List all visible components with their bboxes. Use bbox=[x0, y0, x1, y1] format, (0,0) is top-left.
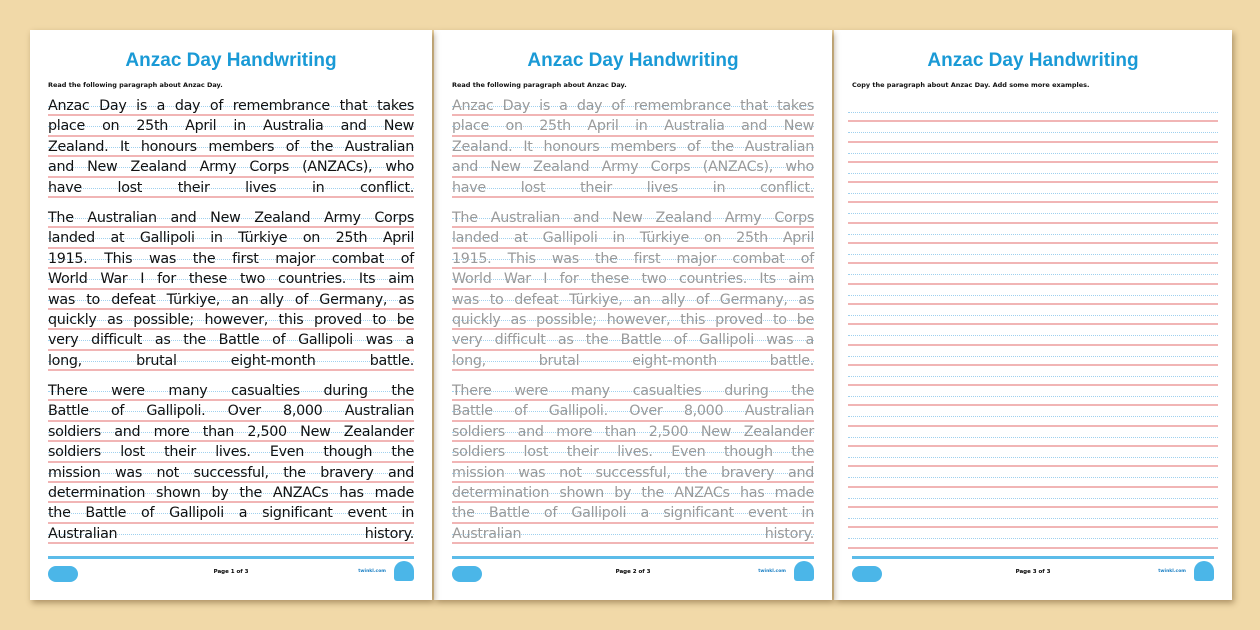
handwriting-line bbox=[48, 228, 414, 248]
line-text: landed at Gallipoli in Türkiye on 25th April bbox=[452, 230, 814, 247]
line-text: There were many casualties during the bbox=[452, 383, 814, 400]
handwriting-line bbox=[48, 178, 414, 198]
worksheet-page-1 bbox=[30, 30, 432, 600]
line-text: have lost their lives in conflict. bbox=[48, 179, 414, 196]
handwriting-line bbox=[48, 269, 414, 289]
blank-writing-line bbox=[848, 447, 1218, 467]
instruction: Read the following paragraph about Anzac Day. bbox=[452, 81, 627, 89]
line-text: soldiers and more than 2,500 New Zealander bbox=[452, 423, 814, 440]
line-text: was to defeat Türkiye, an ally of Germany, as bbox=[452, 291, 814, 308]
line-text: mission was not successful, the bravery and bbox=[48, 464, 414, 481]
paragraph bbox=[48, 96, 414, 198]
footer bbox=[48, 556, 414, 589]
line-text: have lost their lives in conflict. bbox=[452, 179, 814, 196]
handwriting-line bbox=[452, 442, 814, 462]
handwriting-line bbox=[452, 269, 814, 289]
instruction: Read the following paragraph about Anzac Day. bbox=[48, 81, 223, 89]
handwriting-line bbox=[48, 116, 414, 136]
handwriting-line bbox=[48, 401, 414, 421]
line-text: The Australian and New Zealand Army Corps bbox=[452, 209, 814, 226]
line-text: soldiers lost their lives. Even though the bbox=[48, 444, 414, 461]
line-text: mission was not successful, the bravery and bbox=[452, 464, 814, 481]
handwriting-line bbox=[48, 157, 414, 177]
line-text: quickly as possible; however, this proved to be bbox=[48, 311, 414, 328]
footer bbox=[852, 556, 1214, 589]
blank-writing-line bbox=[848, 102, 1218, 122]
blank-writing-line bbox=[848, 386, 1218, 406]
line-text: the Battle of Gallipoli a significant event in bbox=[452, 505, 814, 522]
line-text: soldiers and more than 2,500 New Zealander bbox=[48, 423, 414, 440]
handwriting-line bbox=[48, 330, 414, 350]
worksheet-page-3 bbox=[834, 30, 1232, 600]
page-number: Page 1 of 3 bbox=[213, 569, 249, 575]
handwriting-line bbox=[452, 524, 814, 544]
emblem-icon bbox=[794, 561, 814, 581]
line-text: long, brutal eight-month battle. bbox=[452, 352, 814, 369]
paragraph bbox=[452, 96, 814, 198]
blank-writing-line bbox=[848, 528, 1218, 548]
handwriting-line bbox=[48, 249, 414, 269]
handwriting-line bbox=[452, 178, 814, 198]
paragraph bbox=[48, 381, 414, 544]
writing-lines bbox=[848, 102, 1218, 549]
line-text: place on 25th April in Australia and New bbox=[48, 118, 414, 135]
blank-writing-line bbox=[848, 143, 1218, 163]
line-text: very difficult as the Battle of Gallipoli was a bbox=[48, 332, 414, 349]
handwriting-line bbox=[452, 503, 814, 523]
blank-writing-line bbox=[848, 183, 1218, 203]
blank-writing-line bbox=[848, 467, 1218, 487]
handwriting-line bbox=[48, 381, 414, 401]
blank-writing-line bbox=[848, 346, 1218, 366]
line-text: 1915. This was the first major combat of bbox=[452, 250, 814, 267]
paragraph bbox=[48, 208, 414, 371]
passage bbox=[48, 96, 414, 554]
page-title: Anzac Day Handwriting bbox=[527, 50, 739, 71]
handwriting-line bbox=[452, 208, 814, 228]
blank-writing-line bbox=[848, 305, 1218, 325]
line-text: Zealand. It honours members of the Australian bbox=[48, 138, 414, 155]
handwriting-line bbox=[452, 330, 814, 350]
line-text: soldiers lost their lives. Even though the bbox=[452, 444, 814, 461]
line-text: World War I for these two countries. Its aim bbox=[452, 271, 814, 288]
handwriting-line bbox=[48, 351, 414, 371]
page-number: Page 2 of 3 bbox=[615, 569, 651, 575]
line-text: long, brutal eight-month battle. bbox=[48, 352, 414, 369]
line-text: and New Zealand Army Corps (ANZACs), who bbox=[452, 159, 814, 176]
blank-writing-line bbox=[848, 406, 1218, 426]
footer-url: twinkl.com bbox=[758, 569, 786, 574]
blank-writing-line bbox=[848, 325, 1218, 345]
handwriting-line bbox=[452, 96, 814, 116]
line-text: Anzac Day is a day of remembrance that takes bbox=[48, 98, 414, 114]
blank-writing-line bbox=[848, 285, 1218, 305]
footer-url: twinkl.com bbox=[358, 569, 386, 574]
blank-writing-line bbox=[848, 244, 1218, 264]
line-text: The Australian and New Zealand Army Corps bbox=[48, 209, 414, 226]
handwriting-line bbox=[48, 310, 414, 330]
blank-writing-line bbox=[848, 264, 1218, 284]
handwriting-line bbox=[48, 483, 414, 503]
blank-writing-line bbox=[848, 508, 1218, 528]
page-number: Page 3 of 3 bbox=[1015, 569, 1051, 575]
blank-writing-line bbox=[848, 163, 1218, 183]
line-text: quickly as possible; however, this proved to be bbox=[452, 311, 814, 328]
handwriting-line bbox=[48, 463, 414, 483]
handwriting-line bbox=[452, 401, 814, 421]
line-text: the Battle of Gallipoli a significant event in bbox=[48, 505, 414, 522]
line-text: determination shown by the ANZACs has made bbox=[452, 485, 814, 502]
line-text: and New Zealand Army Corps (ANZACs), who bbox=[48, 159, 414, 176]
line-text: There were many casualties during the bbox=[48, 383, 414, 400]
line-text: Australian history. bbox=[48, 525, 414, 542]
blank-writing-line bbox=[848, 224, 1218, 244]
emblem-icon bbox=[394, 561, 414, 581]
handwriting-line bbox=[48, 442, 414, 462]
line-text: very difficult as the Battle of Gallipoli was a bbox=[452, 332, 814, 349]
blank-writing-line bbox=[848, 427, 1218, 447]
line-text: was to defeat Türkiye, an ally of Germany, as bbox=[48, 291, 414, 308]
handwriting-line bbox=[48, 524, 414, 544]
line-text: 1915. This was the first major combat of bbox=[48, 250, 414, 267]
footer bbox=[452, 556, 814, 589]
footer-url: twinkl.com bbox=[1158, 569, 1186, 574]
line-text: Australian history. bbox=[452, 525, 814, 542]
blank-writing-line bbox=[848, 488, 1218, 508]
line-text: Anzac Day is a day of remembrance that takes bbox=[452, 98, 814, 114]
handwriting-line bbox=[48, 422, 414, 442]
blank-writing-line bbox=[848, 366, 1218, 386]
page-title: Anzac Day Handwriting bbox=[927, 50, 1139, 71]
handwriting-line bbox=[48, 503, 414, 523]
handwriting-line bbox=[452, 381, 814, 401]
line-text: landed at Gallipoli in Türkiye on 25th April bbox=[48, 230, 414, 247]
handwriting-line bbox=[452, 483, 814, 503]
handwriting-line bbox=[48, 137, 414, 157]
line-text: determination shown by the ANZACs has made bbox=[48, 485, 414, 502]
handwriting-line bbox=[452, 310, 814, 330]
line-text: Battle of Gallipoli. Over 8,000 Australian bbox=[48, 403, 414, 420]
page-title: Anzac Day Handwriting bbox=[125, 50, 337, 71]
trace-passage bbox=[452, 96, 814, 554]
emblem-icon bbox=[1194, 561, 1214, 581]
handwriting-line bbox=[452, 351, 814, 371]
handwriting-line bbox=[48, 96, 414, 116]
instruction: Copy the paragraph about Anzac Day. Add some more examples. bbox=[852, 81, 1090, 89]
line-text: World War I for these two countries. Its aim bbox=[48, 271, 414, 288]
handwriting-line bbox=[452, 137, 814, 157]
paragraph bbox=[452, 208, 814, 371]
handwriting-line bbox=[452, 116, 814, 136]
paragraph bbox=[452, 381, 814, 544]
handwriting-line bbox=[452, 422, 814, 442]
line-text: Battle of Gallipoli. Over 8,000 Australian bbox=[452, 403, 814, 420]
handwriting-line bbox=[452, 249, 814, 269]
line-text: place on 25th April in Australia and New bbox=[452, 118, 814, 135]
blank-writing-line bbox=[848, 203, 1218, 223]
blank-writing-line bbox=[848, 122, 1218, 142]
handwriting-line bbox=[452, 290, 814, 310]
handwriting-line bbox=[452, 463, 814, 483]
worksheet-page-2 bbox=[434, 30, 832, 600]
line-text: Zealand. It honours members of the Australian bbox=[452, 138, 814, 155]
handwriting-line bbox=[48, 290, 414, 310]
handwriting-line bbox=[48, 208, 414, 228]
handwriting-line bbox=[452, 157, 814, 177]
handwriting-line bbox=[452, 228, 814, 248]
